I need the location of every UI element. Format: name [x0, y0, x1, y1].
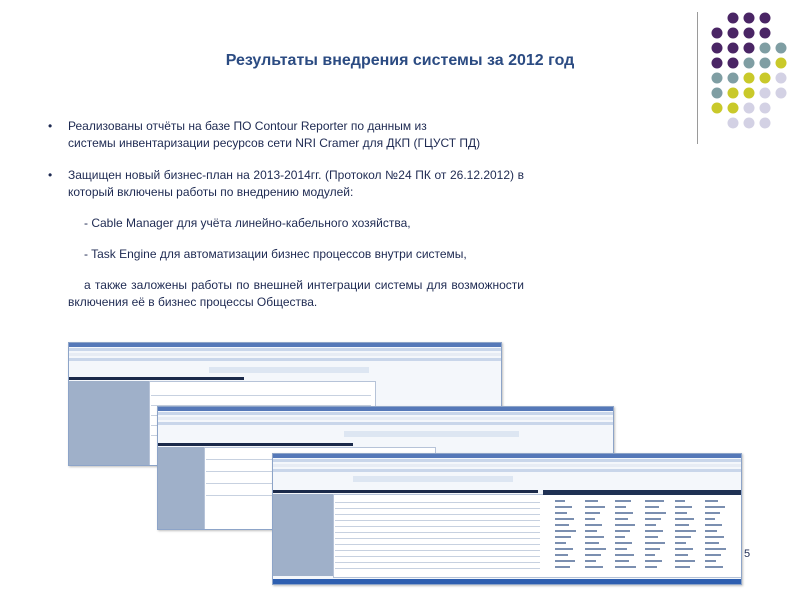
- table-cell-texture: [615, 560, 629, 562]
- sub-item-task-engine: - Task Engine для автоматизации бизнес процессов внутри системы,: [84, 247, 467, 261]
- table-cell-texture: [675, 506, 692, 508]
- table-cell-texture: [615, 566, 636, 568]
- table-cell-texture: [705, 512, 720, 514]
- table-cell-texture: [705, 518, 715, 520]
- table-cell-texture: [585, 500, 598, 502]
- table-cell-texture: [705, 542, 719, 544]
- decor-dot: [760, 88, 771, 99]
- decor-dot: [744, 88, 755, 99]
- table-cell-texture: [615, 536, 625, 538]
- table-cell-texture: [555, 530, 576, 532]
- bullet-1-line-1: Реализованы отчёты на базе ПО Contour Reporter по данным из: [68, 119, 427, 133]
- table-cell-texture: [705, 500, 718, 502]
- decor-dot: [728, 118, 739, 129]
- screenshot-report-3: [272, 453, 742, 585]
- table-row-line: [335, 550, 540, 551]
- table-cell-texture: [615, 524, 635, 526]
- table-row-line: [335, 556, 540, 557]
- table-cell-texture: [585, 560, 596, 562]
- table-cell-texture: [555, 560, 575, 562]
- table-cell-texture: [705, 536, 724, 538]
- divider-line: [697, 12, 698, 144]
- decor-dot: [744, 43, 755, 54]
- table-cell-texture: [615, 554, 634, 556]
- table-cell-texture: [705, 506, 725, 508]
- slide-title: Результаты внедрения системы за 2012 год: [225, 52, 575, 69]
- decor-dot: [776, 88, 787, 99]
- table-row-line: [335, 526, 540, 527]
- table-row-line: [335, 514, 540, 515]
- table-cell-texture: [675, 536, 691, 538]
- decor-dot: [728, 73, 739, 84]
- table-cell-texture: [555, 518, 574, 520]
- table-cell-texture: [645, 518, 661, 520]
- table-cell-texture: [675, 542, 686, 544]
- decor-dot: [744, 73, 755, 84]
- table-cell-texture: [675, 566, 690, 568]
- table-cell-texture: [645, 506, 659, 508]
- table-cell-texture: [585, 530, 597, 532]
- decor-dot: [776, 58, 787, 69]
- table-cell-texture: [585, 512, 600, 514]
- table-cell-texture: [705, 560, 716, 562]
- bullet-1-line-2: системы инвентаризации ресурсов сети NRI Cramer для ДКП (ГЦУСТ ПД): [68, 136, 481, 150]
- table-cell-texture: [585, 554, 601, 556]
- slide-body: [48, 118, 524, 311]
- bullet-paragraph-2: [48, 167, 524, 201]
- bullet-marker: •: [48, 168, 53, 182]
- decor-dot: [712, 58, 723, 69]
- table-cell-texture: [645, 542, 665, 544]
- decor-dot: [744, 28, 755, 39]
- decor-dot: [712, 43, 723, 54]
- table-cell-texture: [555, 524, 569, 526]
- table-cell-texture: [555, 566, 570, 568]
- table-cell-texture: [705, 566, 723, 568]
- decor-dot: [712, 103, 723, 114]
- table-cell-texture: [555, 554, 568, 556]
- decor-dot: [744, 118, 755, 129]
- table-cell-texture: [645, 500, 664, 502]
- decor-dot: [744, 58, 755, 69]
- table-cell-texture: [675, 512, 687, 514]
- table-cell-texture: [675, 554, 688, 556]
- table-cell-texture: [585, 524, 602, 526]
- table-cell-texture: [705, 530, 717, 532]
- decor-dot: [760, 13, 771, 24]
- table-row-line: [335, 544, 540, 545]
- table-cell-texture: [615, 530, 630, 532]
- table-row-line: [335, 562, 540, 563]
- table-cell-texture: [555, 542, 566, 544]
- table-cell-texture: [555, 506, 572, 508]
- closing-paragraph: а также заложены работы по внешней интеграции системы для возможности включения её в бизнес процессы Общества.: [68, 278, 524, 309]
- table-row-line: [335, 508, 540, 509]
- table-cell-texture: [675, 500, 685, 502]
- table-cell-texture: [645, 560, 662, 562]
- table-row-line: [335, 538, 540, 539]
- table-cell-texture: [645, 524, 656, 526]
- table-cell-texture: [645, 548, 660, 550]
- table-cell-texture: [585, 536, 604, 538]
- table-cell-texture: [645, 512, 666, 514]
- table-cell-texture: [675, 524, 689, 526]
- table-cell-texture: [675, 518, 694, 520]
- table-cell-texture: [585, 506, 605, 508]
- decor-dot: [712, 88, 723, 99]
- table-cell-texture: [585, 566, 603, 568]
- decor-dot: [728, 103, 739, 114]
- table-cell-texture: [705, 554, 721, 556]
- table-cell-texture: [675, 530, 696, 532]
- table-cell-texture: [555, 548, 573, 550]
- page-number: 5: [744, 548, 751, 560]
- decor-dot: [744, 13, 755, 24]
- decor-dot: [760, 73, 771, 84]
- table-cell-texture: [615, 548, 627, 550]
- table-cell-texture: [675, 548, 693, 550]
- decor-dot: [728, 13, 739, 24]
- table-cell-texture: [705, 524, 722, 526]
- table-cell-texture: [615, 518, 628, 520]
- bullet-paragraph-1: [48, 118, 524, 152]
- table-row-line: [335, 520, 540, 521]
- table-cell-texture: [585, 548, 606, 550]
- table-cell-texture: [555, 536, 571, 538]
- decor-dot: [712, 28, 723, 39]
- decor-dot: [728, 43, 739, 54]
- decor-dot: [760, 58, 771, 69]
- decor-dot: [728, 28, 739, 39]
- table-cell-texture: [645, 566, 657, 568]
- decor-dot: [760, 103, 771, 114]
- decor-dot: [728, 58, 739, 69]
- decor-dot: [776, 73, 787, 84]
- decor-dot: [712, 73, 723, 84]
- table-cell-texture: [555, 512, 567, 514]
- table-cell-texture: [675, 560, 695, 562]
- table-cell-texture: [615, 506, 626, 508]
- sub-item-cable-manager: - Cable Manager для учёта линейно-кабельного хозяйства,: [84, 216, 411, 230]
- table-row-line: [335, 568, 540, 569]
- decor-dot: [760, 43, 771, 54]
- table-cell-texture: [555, 500, 565, 502]
- decor-dot: [760, 28, 771, 39]
- table-cell-texture: [705, 548, 726, 550]
- table-row-line: [335, 502, 540, 503]
- table-cell-texture: [645, 554, 655, 556]
- table-cell-texture: [645, 530, 663, 532]
- table-cell-texture: [585, 542, 599, 544]
- table-row-line: [335, 532, 540, 533]
- table-cell-texture: [585, 518, 595, 520]
- table-cell-texture: [615, 512, 633, 514]
- decor-dot: [776, 43, 787, 54]
- decor-dot: [744, 103, 755, 114]
- bullet-marker: •: [48, 119, 53, 133]
- decor-dot: [728, 88, 739, 99]
- decor-dot: [760, 118, 771, 129]
- bullet-2-text: Защищен новый бизнес-план на 2013-2014гг. (Протокол №24 ПК от 26.12.2012) в который включены работы по внедрению модулей:: [68, 168, 524, 199]
- table-cell-texture: [615, 542, 632, 544]
- table-cell-texture: [615, 500, 631, 502]
- table-cell-texture: [645, 536, 658, 538]
